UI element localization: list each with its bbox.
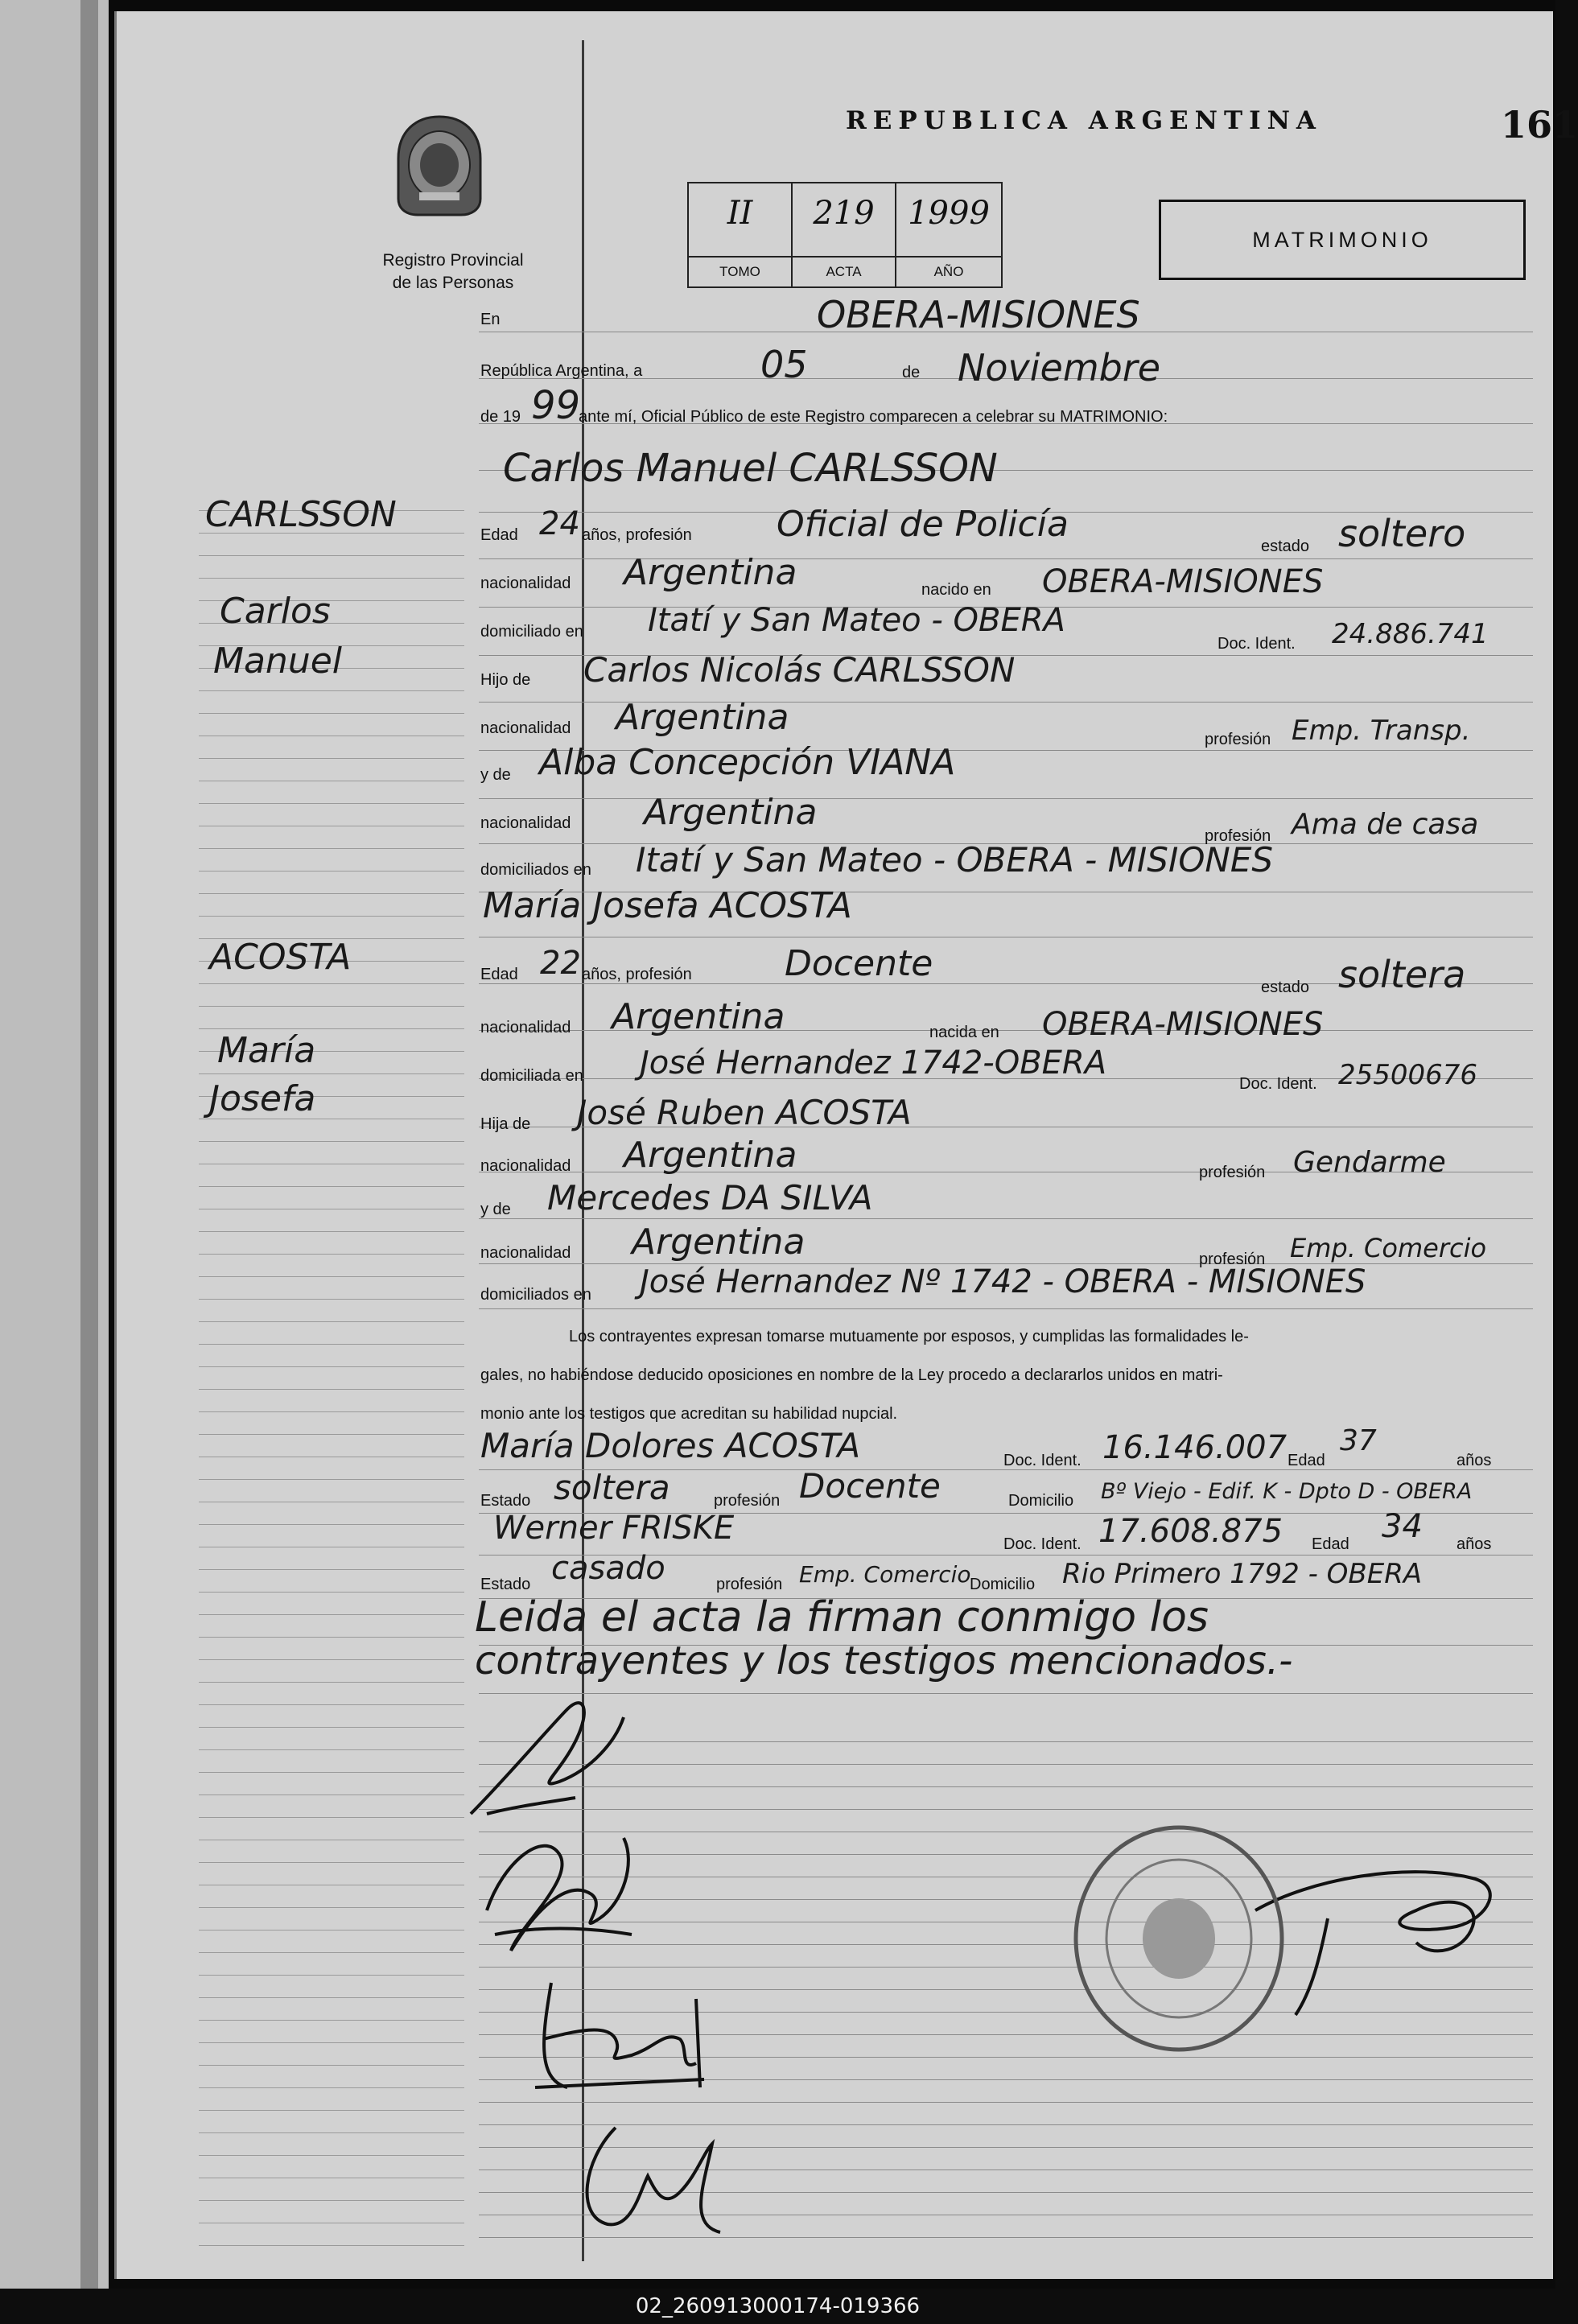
label-edad-2: Edad (480, 966, 518, 983)
groom-margin-surname: CARLSSON (205, 494, 397, 535)
groom-margin-name-2: Manuel (213, 641, 342, 682)
registry-name: Registro Provincial de las Personas (382, 251, 524, 292)
margin-ruled-line (199, 1006, 464, 1007)
margin-ruled-line (199, 2132, 464, 2133)
label-profesion-w1: profesión (714, 1492, 781, 1510)
label-domiciliados-en-1: domiciliados en (480, 861, 591, 879)
witness2-doc: 17.608.875 (1098, 1513, 1283, 1550)
previous-page-edge (0, 0, 109, 2289)
label-profesion-w2: profesión (716, 1576, 783, 1593)
margin-ruled-line (199, 1186, 464, 1187)
paragraph-line-3: monio ante los testigos que acreditan su habilidad nupcial. (480, 1405, 898, 1423)
label-anos-w1: años (1456, 1452, 1492, 1469)
bride-margin-name-1: María (217, 1030, 316, 1071)
bride-address: José Hernandez 1742-OBERA (640, 1045, 1107, 1082)
label-de: de (902, 364, 921, 381)
groom-age: 24 (539, 505, 580, 542)
margin-ruled-line (199, 578, 464, 579)
margin-ruled-line (199, 1073, 464, 1074)
margin-ruled-line (199, 1704, 464, 1705)
groom-profession: Oficial de Policía (777, 504, 1069, 545)
closing-line-2: contrayentes y los testigos mencionados.- (475, 1638, 1293, 1683)
margin-ruled-line (199, 713, 464, 714)
margin-ruled-line (199, 1299, 464, 1300)
place: OBERA-MISIONES (817, 293, 1140, 336)
witness1-profession: Docente (799, 1466, 941, 1506)
label-nacionalidad-4: nacionalidad (480, 1019, 571, 1036)
bride-mother-nationality: Argentina (632, 1222, 805, 1263)
margin-ruled-line (199, 893, 464, 894)
label-nacido-en: nacido en (921, 581, 991, 599)
label-domicilio-w2: Domicilio (970, 1576, 1036, 1593)
margin-ruled-line (199, 2065, 464, 2066)
witness2-name: Werner FRISKE (493, 1510, 735, 1547)
label-y-de-1: y de (480, 766, 511, 784)
groom-address: Itatí y San Mateo - OBERA (648, 602, 1065, 639)
margin-ruled-line (199, 848, 464, 849)
label-estado: estado (1261, 538, 1310, 555)
margin-ruled-line (199, 2155, 464, 2156)
year: 99 (531, 383, 581, 428)
margin-ruled-line (199, 1254, 464, 1255)
groom-father: Carlos Nicolás CARLSSON (583, 650, 1016, 690)
margin-ruled-line (199, 1366, 464, 1367)
groom-mother-profession: Ama de casa (1292, 808, 1479, 841)
margin-ruled-line (199, 1975, 464, 1976)
bride-doc: 25500676 (1338, 1059, 1478, 1091)
bride-father-nationality: Argentina (624, 1135, 797, 1176)
paragraph-line-2: gales, no habiéndose deducido oposiciones en nombre de la Ley procedo a declararlos unidos en matri- (480, 1366, 1223, 1384)
bride-age: 22 (540, 945, 581, 982)
page-number: 161 (1501, 103, 1578, 146)
label-nacionalidad-1: nacionalidad (480, 575, 571, 592)
tomo-label: TOMO (689, 256, 791, 286)
label-edad: Edad (480, 526, 518, 544)
image-identifier: 02_260913000174-019366 (0, 2289, 1555, 2324)
margin-ruled-line (199, 2200, 464, 2201)
label-estado-2: estado (1261, 979, 1310, 996)
ruled-line (479, 1308, 1533, 1309)
label-doc-ident-w2: Doc. Ident. (1003, 1535, 1082, 1553)
label-hijo-de: Hijo de (480, 671, 531, 689)
label-hija-de: Hija de (480, 1115, 531, 1133)
margin-ruled-line (199, 1817, 464, 1818)
bride-status: soltera (1338, 953, 1466, 996)
groom-status: soltero (1338, 512, 1466, 555)
margin-ruled-line (199, 1727, 464, 1728)
bride-full-name: María Josefa ACOSTA (483, 885, 852, 926)
label-anos-w2: años (1456, 1535, 1492, 1553)
label-de19: de 19 (480, 408, 521, 426)
label-domiciliados-en-2: domiciliados en (480, 1286, 591, 1304)
margin-ruled-line (199, 1344, 464, 1345)
anio-cell (896, 183, 1001, 286)
act-identifier-box (687, 182, 1003, 288)
groom-father-nationality: Argentina (616, 697, 789, 738)
margin-ruled-line (199, 1389, 464, 1390)
ruled-line (479, 1218, 1533, 1219)
label-ante: ante mí, Oficial Público de este Registro comparecen a celebrar su MATRIMONIO: (579, 408, 1168, 426)
ruled-line (479, 798, 1533, 799)
label-profesion-3: profesión (1199, 1164, 1266, 1181)
label-nacida-en: nacida en (929, 1024, 999, 1041)
margin-ruled-line (199, 2110, 464, 2111)
label-doc-ident-2: Doc. Ident. (1239, 1075, 1317, 1093)
margin-ruled-line (199, 1659, 464, 1660)
bride-father-profession: Gendarme (1293, 1146, 1446, 1179)
margin-ruled-line (199, 1231, 464, 1232)
label-domiciliada-en: domiciliada en (480, 1067, 583, 1085)
bride-margin-name-2: Josefa (209, 1078, 316, 1119)
tomo-value: II (727, 195, 753, 232)
bride-mother: Mercedes DA SILVA (547, 1178, 873, 1218)
groom-parents-address: Itatí y San Mateo - OBERA - MISIONES (636, 840, 1274, 880)
bride-father: José Ruben ACOSTA (577, 1093, 912, 1132)
groom-full-name: Carlos Manuel CARLSSON (503, 446, 998, 491)
margin-ruled-line (199, 1028, 464, 1029)
register-page (114, 11, 1578, 2279)
label-nacionalidad-5: nacionalidad (480, 1157, 571, 1175)
witness2-status: casado (551, 1550, 665, 1587)
label-nacionalidad-6: nacionalidad (480, 1244, 571, 1262)
anio-value: 1999 (908, 195, 990, 232)
bride-signature-icon (463, 1814, 664, 1967)
paragraph-line-1: Los contrayentes expresan tomarse mutuamente por esposos, y cumplidas las formalidades le- (569, 1328, 1249, 1345)
witness2-signature-icon (567, 2104, 744, 2248)
bride-birthplace: OBERA-MISIONES (1042, 1006, 1324, 1043)
bride-mother-profession: Emp. Comercio (1290, 1233, 1487, 1263)
day: 05 (760, 343, 808, 386)
margin-ruled-line (199, 1862, 464, 1863)
margin-ruled-line (199, 2245, 464, 2246)
margin-ruled-line (199, 1772, 464, 1773)
margin-ruled-line (199, 1479, 464, 1480)
margin-ruled-line (199, 1524, 464, 1525)
label-anos-profesion-2: años, profesión (582, 966, 692, 983)
margin-ruled-line (199, 983, 464, 984)
margin-ruled-line (199, 1614, 464, 1615)
margin-ruled-line (199, 1907, 464, 1908)
binding-shadow (80, 0, 98, 2289)
groom-father-profession: Emp. Transp. (1292, 715, 1471, 747)
witness2-address: Rio Primero 1792 - OBERA (1062, 1558, 1423, 1590)
margin-ruled-line (199, 1682, 464, 1683)
witness1-address: Bº Viejo - Edif. K - Dpto D - OBERA (1101, 1479, 1473, 1504)
witness1-name: María Dolores ACOSTA (480, 1426, 861, 1465)
witness2-age: 34 (1382, 1508, 1423, 1545)
groom-mother: Alba Concepción VIANA (539, 742, 956, 783)
margin-ruled-line (199, 690, 464, 691)
margin-ruled-line (199, 2020, 464, 2021)
acta-cell (793, 183, 896, 286)
label-edad-w1: Edad (1288, 1452, 1325, 1469)
margin-ruled-line (199, 1434, 464, 1435)
provincial-seal-icon (390, 112, 488, 220)
label-y-de-2: y de (480, 1201, 511, 1218)
record-type-box: MATRIMONIO (1159, 200, 1526, 280)
acta-value: 219 (813, 195, 875, 232)
tomo-cell (689, 183, 793, 286)
margin-ruled-line (199, 1569, 464, 1570)
margin-ruled-line (199, 1411, 464, 1412)
label-anos-profesion: años, profesión (582, 526, 692, 544)
label-estado-w2: Estado (480, 1576, 531, 1593)
label-profesion-2: profesión (1205, 827, 1271, 845)
country-title: REPUBLICA ARGENTINA (846, 106, 1322, 135)
margin-ruled-line (199, 2087, 464, 2088)
margin-ruled-line (199, 1997, 464, 1998)
margin-ruled-line (199, 1637, 464, 1638)
margin-ruled-line (199, 1592, 464, 1593)
bride-nationality: Argentina (612, 996, 785, 1037)
margin-ruled-line (199, 871, 464, 872)
label-profesion-1: profesión (1205, 731, 1271, 748)
groom-mother-nationality: Argentina (644, 792, 818, 833)
label-doc-ident-1: Doc. Ident. (1217, 635, 1296, 653)
witness1-age: 37 (1340, 1424, 1377, 1457)
label-estado-w1: Estado (480, 1492, 531, 1510)
label-profesion-4: profesión (1199, 1251, 1266, 1268)
margin-ruled-line (199, 803, 464, 804)
margin-ruled-line (199, 758, 464, 759)
witness2-profession: Emp. Comercio (799, 1561, 971, 1588)
groom-birthplace: OBERA-MISIONES (1042, 563, 1324, 600)
margin-ruled-line (199, 1276, 464, 1277)
month: Noviembre (958, 346, 1161, 389)
official-seal-stamp-icon (1070, 1822, 1288, 2055)
label-en: En (480, 311, 501, 328)
label-nacionalidad-2: nacionalidad (480, 719, 571, 737)
label-republica: República Argentina, a (480, 362, 643, 380)
label-domiciliado-en: domiciliado en (480, 623, 583, 641)
margin-ruled-line (199, 555, 464, 556)
closing-line-1: Leida el acta la firman conmigo los (475, 1593, 1209, 1642)
bride-margin-surname: ACOSTA (209, 937, 352, 978)
witness1-doc: 16.146.007 (1102, 1429, 1288, 1466)
groom-signature-icon (455, 1693, 680, 1822)
margin-ruled-line (199, 1141, 464, 1142)
label-domicilio-w1: Domicilio (1008, 1492, 1074, 1510)
bride-parents-address: José Hernandez Nº 1742 - OBERA - MISIONES (640, 1263, 1366, 1300)
anio-label: AÑO (896, 256, 1001, 286)
margin-ruled-line (199, 1749, 464, 1750)
witness1-signature-icon (519, 1967, 712, 2104)
witness1-status: soltera (554, 1468, 670, 1507)
bride-profession: Docente (785, 943, 933, 984)
groom-nationality: Argentina (624, 552, 797, 593)
label-doc-ident-w1: Doc. Ident. (1003, 1452, 1082, 1469)
margin-ruled-line (199, 1952, 464, 1953)
label-edad-w2: Edad (1312, 1535, 1349, 1553)
margin-ruled-line (199, 2042, 464, 2043)
label-nacionalidad-3: nacionalidad (480, 814, 571, 832)
groom-margin-name-1: Carlos (220, 591, 331, 632)
groom-doc: 24.886.741 (1332, 618, 1489, 650)
margin-ruled-line (199, 916, 464, 917)
margin-ruled-line (199, 1321, 464, 1322)
acta-label: ACTA (793, 256, 895, 286)
